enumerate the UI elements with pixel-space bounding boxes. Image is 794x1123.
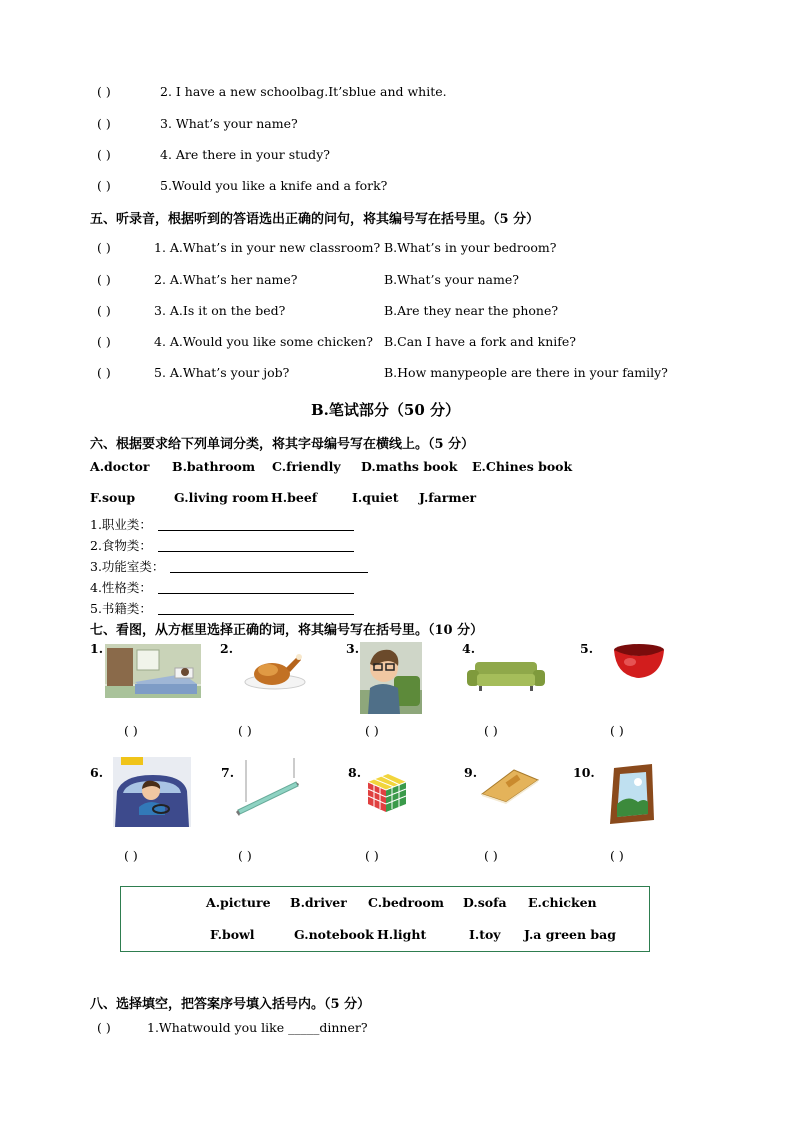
picture-number: 10. [573, 765, 595, 780]
option-a: 3. A.Is it on the bed? [154, 303, 286, 318]
picture-number: 5. [580, 641, 594, 656]
answer-paren[interactable]: ( ) [124, 723, 138, 738]
box-word: H.light [377, 927, 427, 942]
answer-paren[interactable]: ( ) [610, 848, 624, 863]
box-word: G.notebook [294, 927, 374, 942]
category-label: 1.职业类： [90, 517, 152, 532]
option-b: B.Can I have a fork and knife? [384, 334, 576, 349]
light-picture [232, 758, 300, 818]
answer-paren[interactable]: ( ) [610, 723, 624, 738]
box-word: A.picture [206, 895, 271, 910]
section6-title: 六、根据要求给下列单词分类，将其字母编号写在横线上。（5 分） [90, 437, 475, 452]
answer-paren[interactable]: ( ) [484, 723, 498, 738]
option-a: 5. A.What’s your job? [154, 365, 290, 380]
answer-paren[interactable]: ( ) [238, 848, 252, 863]
picture-number: 7. [221, 765, 235, 780]
answer-paren[interactable]: ( ) [124, 848, 138, 863]
option-a: 4. A.Would you like some chicken? [154, 334, 373, 349]
section8-title: 八、选择填空，把答案序号填入括号内。（5 分） [90, 997, 371, 1012]
question-text: 4. Are there in your study? [160, 147, 330, 162]
answer-paren[interactable]: ( ) [484, 848, 498, 863]
answer-paren[interactable]: ( ) [97, 84, 111, 99]
option-b: B.Are they near the phone? [384, 303, 559, 318]
picture-frame-picture [608, 764, 656, 826]
answer-paren[interactable]: ( ) [238, 723, 252, 738]
box-word: E.chicken [528, 895, 597, 910]
picture-number: 6. [90, 765, 104, 780]
picture-number: 2. [220, 641, 234, 656]
word-option: F.soup [90, 490, 136, 505]
box-word: B.driver [290, 895, 347, 910]
answer-line[interactable] [158, 530, 354, 531]
word-option: B.bathroom [172, 459, 256, 474]
answer-paren[interactable]: ( ) [97, 1020, 111, 1035]
answer-paren[interactable]: ( ) [97, 147, 111, 162]
answer-line[interactable] [170, 572, 368, 573]
boy-with-bag-picture [360, 642, 422, 714]
sofa-picture [467, 660, 545, 692]
option-b: B.What’s in your bedroom? [384, 240, 557, 255]
part-b-title: B.笔试部分（50 分） [311, 401, 460, 419]
word-option: J.farmer [419, 490, 477, 505]
toy-cube-picture [364, 770, 410, 816]
notebook-picture [480, 768, 540, 804]
answer-line[interactable] [158, 593, 354, 594]
question-text: 2. I have a new schoolbag.It’sblue and white. [160, 84, 447, 99]
answer-paren[interactable]: ( ) [365, 848, 379, 863]
answer-line[interactable] [158, 551, 354, 552]
answer-paren[interactable]: ( ) [97, 240, 111, 255]
answer-line[interactable] [158, 614, 354, 615]
box-word: J.a green bag [524, 927, 616, 942]
category-label: 4.性格类： [90, 580, 152, 595]
question-text: 5.Would you like a knife and a fork? [160, 178, 388, 193]
chicken-picture [244, 652, 306, 690]
answer-paren[interactable]: ( ) [97, 116, 111, 131]
picture-number: 8. [348, 765, 362, 780]
taxi-driver-picture [113, 757, 191, 827]
picture-number: 1. [90, 641, 104, 656]
picture-number: 9. [464, 765, 478, 780]
box-word: F.bowl [210, 927, 255, 942]
word-option: A.doctor [90, 459, 150, 474]
box-word: C.bedroom [368, 895, 445, 910]
bowl-picture [612, 642, 666, 680]
section5-title: 五、听录音，根据听到的答语选出正确的问句，将其编号写在括号里。（5 分） [90, 212, 540, 227]
answer-paren[interactable]: ( ) [97, 334, 111, 349]
question-text: 3. What’s your name? [160, 116, 298, 131]
picture-number: 4. [462, 641, 476, 656]
category-label: 3.功能室类： [90, 559, 165, 574]
option-b: B.How manypeople are there in your family? [384, 365, 668, 380]
answer-paren[interactable]: ( ) [365, 723, 379, 738]
answer-paren[interactable]: ( ) [97, 303, 111, 318]
bedroom-picture [105, 644, 201, 698]
question-text: 1.Whatwould you like _____dinner? [147, 1020, 368, 1035]
word-option: G.living room [174, 490, 269, 505]
word-option: E.Chines book [472, 459, 573, 474]
box-word: I.toy [469, 927, 501, 942]
box-word: D.sofa [463, 895, 507, 910]
word-option: I.quiet [352, 490, 399, 505]
answer-paren[interactable]: ( ) [97, 272, 111, 287]
option-a: 1. A.What’s in your new classroom? [154, 240, 381, 255]
picture-number: 3. [346, 641, 360, 656]
section7-title: 七、看图，从方框里选择正确的词，将其编号写在括号里。（10 分） [90, 623, 484, 638]
option-a: 2. A.What’s her name? [154, 272, 298, 287]
word-option: C.friendly [272, 459, 341, 474]
option-b: B.What’s your name? [384, 272, 519, 287]
answer-paren[interactable]: ( ) [97, 178, 111, 193]
category-label: 2.食物类： [90, 538, 152, 553]
category-label: 5.书籍类： [90, 601, 152, 616]
word-option: D.maths book [361, 459, 458, 474]
word-option: H.beef [271, 490, 318, 505]
answer-paren[interactable]: ( ) [97, 365, 111, 380]
